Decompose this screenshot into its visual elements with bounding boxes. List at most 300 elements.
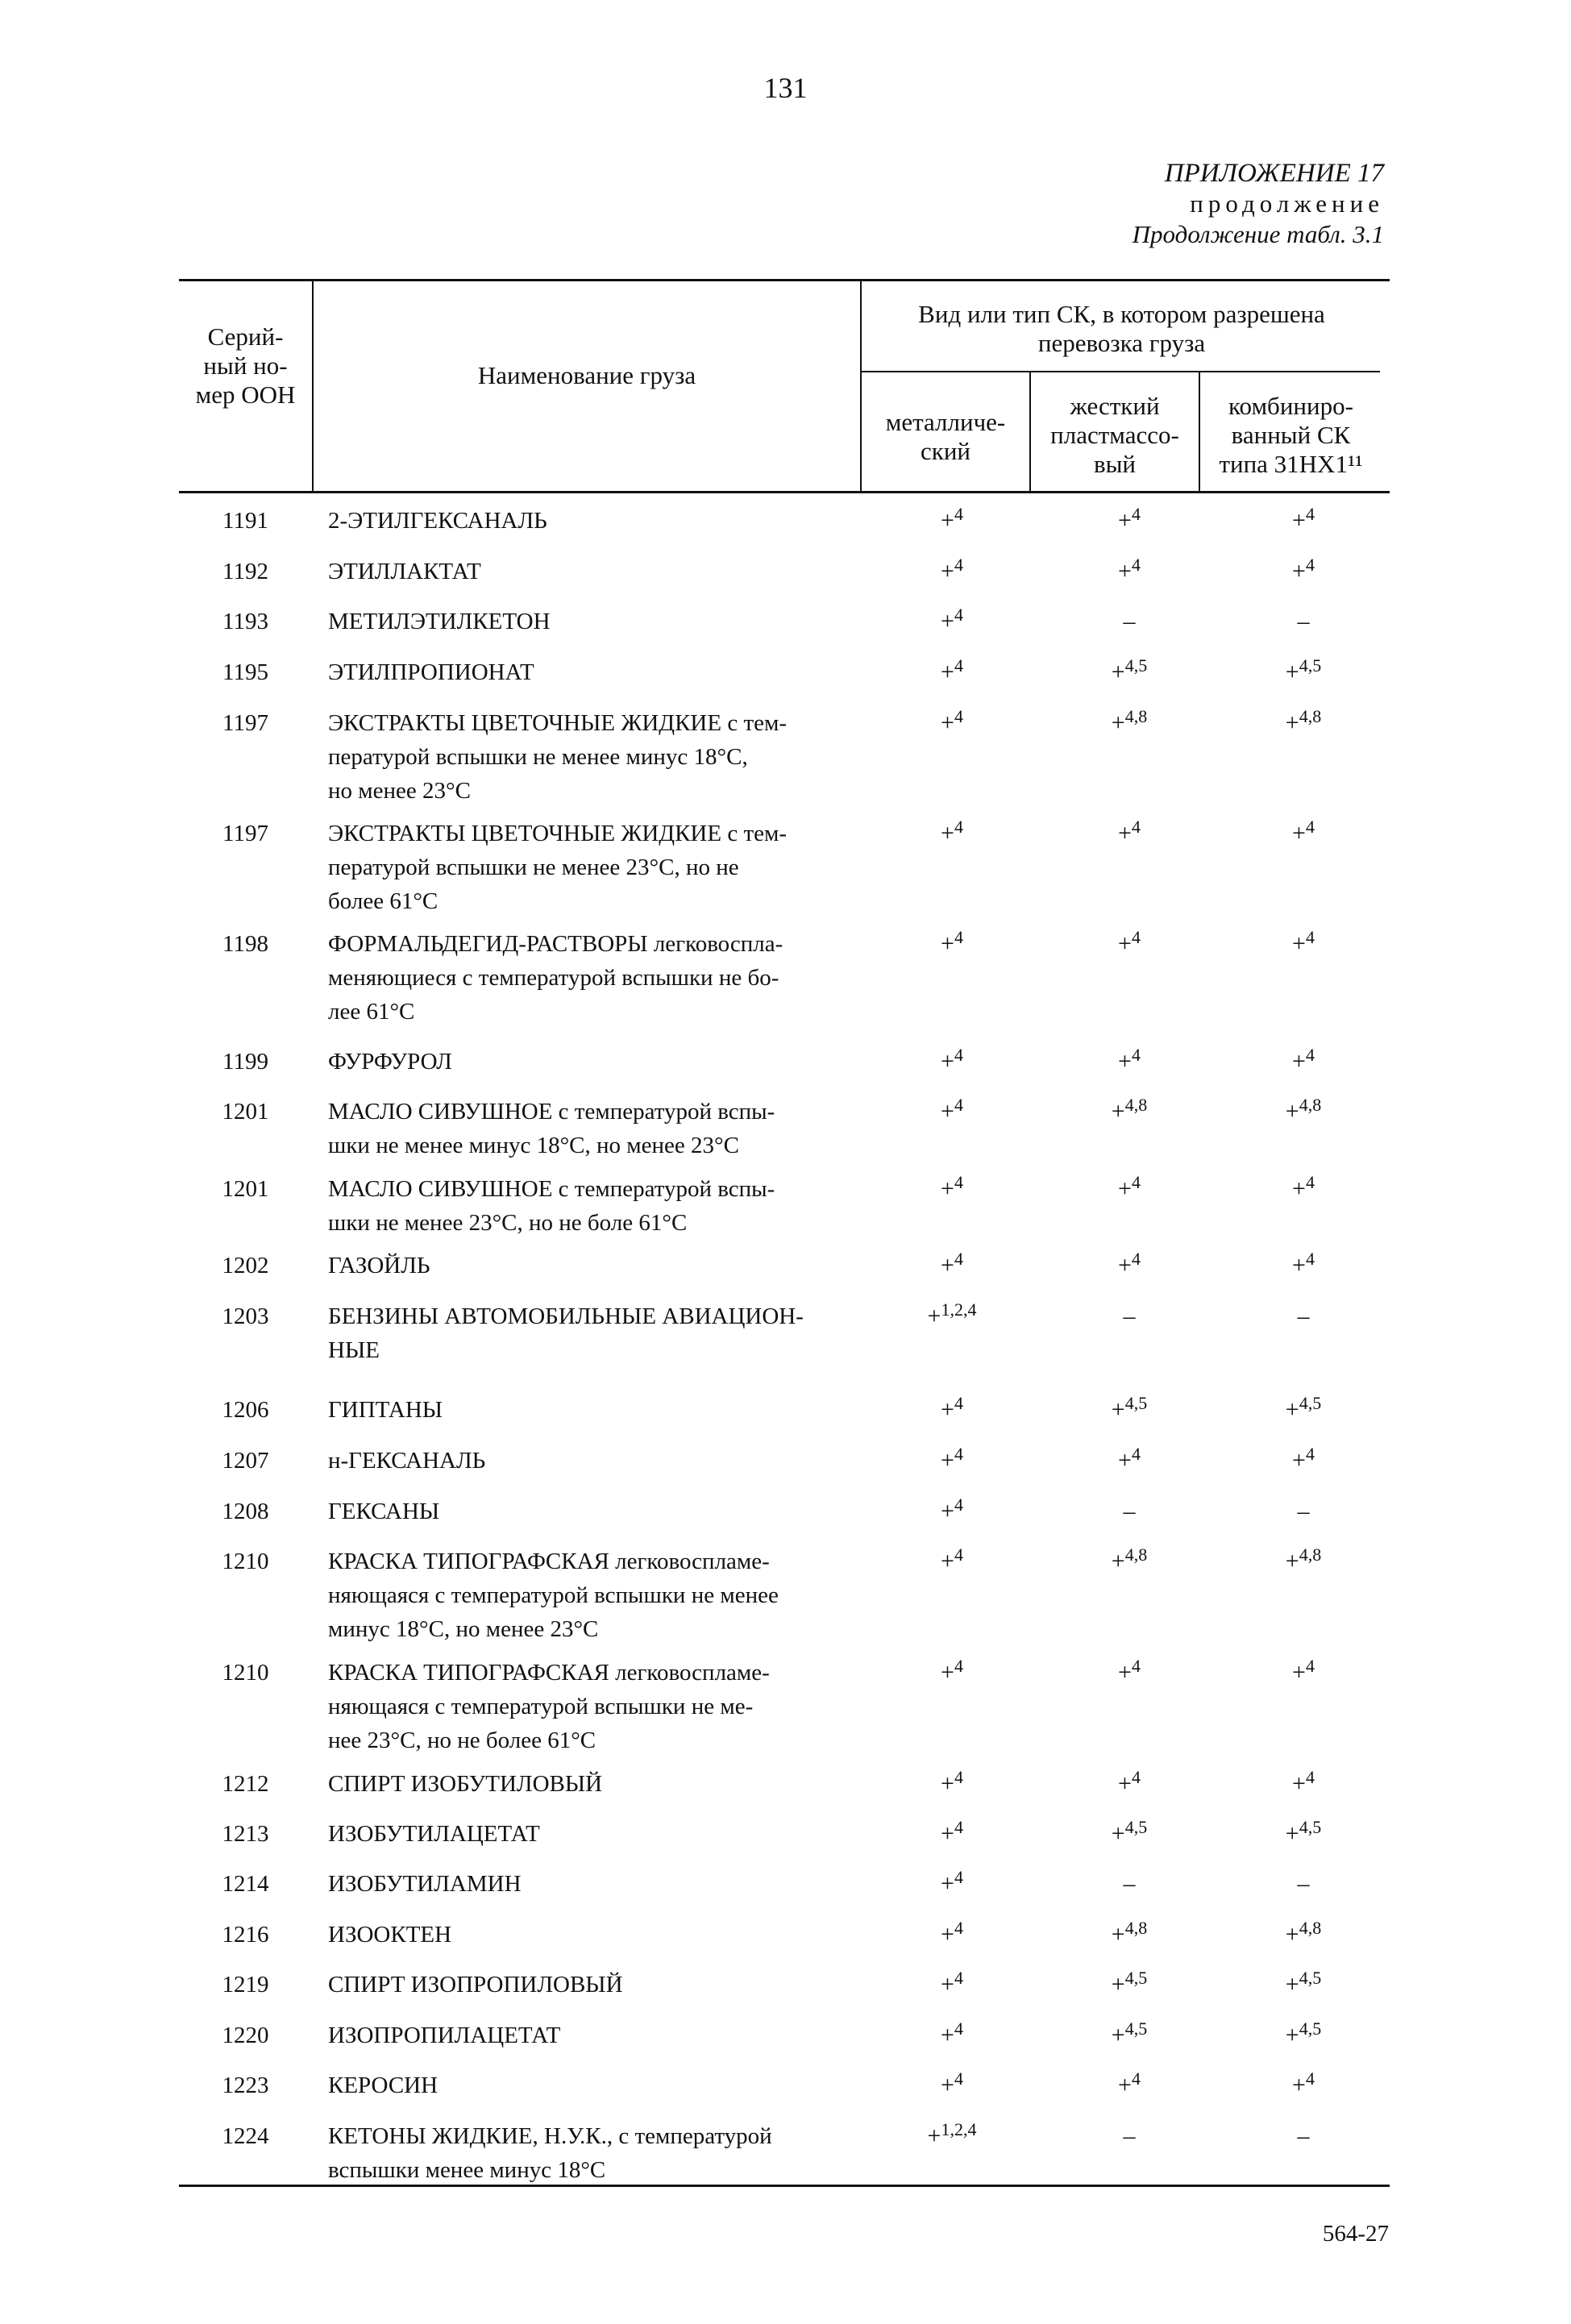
combined-mark [1215, 1767, 1392, 1801]
cargo-name-line: ЭКСТРАКТЫ ЦВЕТОЧНЫЕ ЖИДКИЕ с тем- [328, 710, 788, 736]
mark-superscript: 4,5 [1299, 1968, 1322, 1988]
table-row [179, 1045, 1392, 1079]
mark-superscript: 4 [954, 1495, 963, 1515]
cargo-name [312, 706, 860, 808]
cargo-name [312, 555, 860, 588]
mark-superscript: 4 [954, 927, 963, 947]
table-header-rule [179, 491, 1390, 493]
plus-mark: +$^{4,5}$ [1285, 1968, 1322, 1998]
mark-superscript: 1,2,4 [941, 1299, 977, 1320]
plus-mark: +$^4$ [941, 927, 963, 957]
combined-mark [1215, 1095, 1392, 1162]
mark-superscript: 4,8 [1299, 1918, 1322, 1938]
plus-mark: +$^{4,5}$ [1285, 1817, 1322, 1847]
cargo-name-line: СПИРТ ИЗОПРОПИЛОВЫЙ [328, 1972, 623, 1998]
mark-superscript: 4,5 [1299, 2018, 1322, 2039]
cargo-name [312, 1767, 860, 1801]
plastic-mark [1044, 1249, 1215, 1283]
table-row [179, 1249, 1392, 1283]
plus-mark: +$^4$ [1118, 1045, 1141, 1075]
dash-mark: – [1123, 608, 1136, 634]
cargo-name [312, 1918, 860, 1952]
mark-superscript: 4,5 [1299, 1393, 1322, 1413]
combined-mark [1215, 1299, 1392, 1367]
combined-mark [1215, 1817, 1392, 1851]
metal-mark [860, 817, 1044, 918]
table-row [179, 2018, 1392, 2052]
metal-mark [860, 2068, 1044, 2102]
mark-superscript: 1,2,4 [941, 2119, 977, 2139]
cargo-name [312, 817, 860, 918]
un-number: 1220 [222, 2023, 269, 2048]
un-number: 1219 [222, 1972, 269, 1998]
plus-mark: +$^4$ [1118, 1767, 1141, 1797]
mark-superscript: 4 [1305, 504, 1315, 524]
mark-superscript: 4 [1131, 1656, 1141, 1676]
metal-mark [860, 1444, 1044, 1478]
table-top-rule [179, 279, 1390, 281]
plus-mark: +$^4$ [1292, 2068, 1315, 2098]
combined-mark [1215, 2018, 1392, 2052]
plus-mark: +$^{4,5}$ [1111, 1968, 1148, 1998]
plus-mark: +$^4$ [1118, 2068, 1141, 2098]
header-group-rule [860, 371, 1380, 372]
table-row [179, 1095, 1392, 1162]
header-combined: комбиниро- ванный СК типа 31НХ1¹¹ [1219, 392, 1363, 478]
combined-mark [1215, 2068, 1392, 2102]
cargo-name-line: няющаяся с температурой вспышки не менее [328, 1582, 779, 1608]
mark-superscript: 4 [1131, 1172, 1141, 1192]
un-number: 1210 [222, 1660, 269, 1686]
cargo-name-line: меняющиеся с температурой вспышки не бо- [328, 965, 779, 991]
metal-mark [860, 555, 1044, 588]
table-row [179, 817, 1392, 918]
plus-mark: +$^4$ [941, 1817, 963, 1847]
cargo-name-line: ГЕКСАНЫ [328, 1499, 440, 1524]
cargo-name [312, 1867, 860, 1901]
mark-superscript: 4 [954, 1656, 963, 1676]
un-number: 1207 [222, 1448, 269, 1474]
plus-mark: +$^4$ [1292, 504, 1315, 534]
mark-superscript: 4 [954, 1767, 963, 1787]
table-row [179, 1172, 1392, 1240]
metal-mark [860, 1393, 1044, 1427]
cargo-name [312, 1444, 860, 1478]
table-row [179, 655, 1392, 689]
plastic-mark [1044, 1299, 1215, 1367]
plastic-mark [1044, 1393, 1215, 1427]
cargo-name-line: ИЗОПРОПИЛАЦЕТАТ [328, 2023, 561, 2048]
cargo-name [312, 1045, 860, 1079]
plus-mark: +$^{4,8}$ [1285, 1095, 1322, 1125]
plus-mark: +$^4$ [941, 1867, 963, 1897]
combined-mark [1215, 1968, 1392, 2002]
mark-superscript: 4,8 [1124, 1918, 1148, 1938]
plus-mark: +$^4$ [1118, 1249, 1141, 1278]
metal-mark [860, 1918, 1044, 1952]
mark-superscript: 4 [1131, 927, 1141, 947]
plastic-mark [1044, 817, 1215, 918]
plastic-mark [1044, 1817, 1215, 1851]
metal-mark [860, 1867, 1044, 1901]
cargo-name-line: МЕТИЛЭТИЛКЕТОН [328, 609, 551, 634]
plastic-mark [1044, 1045, 1215, 1079]
plus-mark: +$^4$ [941, 817, 963, 846]
plus-mark: +$^4$ [1292, 1767, 1315, 1797]
cargo-name-line: ФУРФУРОЛ [328, 1049, 452, 1075]
mark-superscript: 4 [1305, 1444, 1315, 1464]
un-number: 1216 [222, 1922, 269, 1948]
cargo-name-line: ЭКСТРАКТЫ ЦВЕТОЧНЫЕ ЖИДКИЕ с тем- [328, 821, 788, 846]
mark-superscript: 4 [1131, 504, 1141, 524]
metal-mark [860, 2018, 1044, 2052]
un-number: 1201 [222, 1099, 269, 1125]
un-number: 1214 [222, 1871, 269, 1897]
mark-superscript: 4,8 [1124, 1095, 1148, 1115]
plastic-mark [1044, 2119, 1215, 2187]
plus-mark: +$^4$ [941, 555, 963, 584]
plus-mark: +$^4$ [941, 1544, 963, 1574]
combined-mark [1215, 555, 1392, 588]
header-un-number: Серий- ный но- мер ООН [195, 322, 296, 409]
cargo-name-line: ИЗОБУТИЛАЦЕТАТ [328, 1821, 540, 1847]
un-number: 1202 [222, 1253, 269, 1278]
metal-mark [860, 1172, 1044, 1240]
dash-mark: – [1297, 608, 1310, 634]
cargo-name [312, 927, 860, 1029]
table-row [179, 1817, 1392, 1851]
mark-superscript: 4 [1305, 1045, 1315, 1065]
plus-mark: +$^4$ [941, 1172, 963, 1202]
plus-mark: +$^4$ [941, 1656, 963, 1686]
un-number: 1201 [222, 1176, 269, 1202]
combined-mark [1215, 706, 1392, 808]
plastic-mark [1044, 2068, 1215, 2102]
mark-superscript: 4,8 [1124, 1544, 1148, 1565]
mark-superscript: 4 [954, 1817, 963, 1837]
cargo-name-line: КРАСКА ТИПОГРАФСКАЯ легковоспламе- [328, 1549, 770, 1574]
mark-superscript: 4 [954, 1095, 963, 1115]
un-number: 1193 [222, 609, 268, 634]
plus-mark: +$^4$ [941, 1045, 963, 1075]
mark-superscript: 4 [954, 1393, 963, 1413]
table-row [179, 706, 1392, 808]
cargo-name-line: ИЗООКТЕН [328, 1922, 452, 1948]
plastic-mark [1044, 1918, 1215, 1952]
plus-mark: +$^4$ [941, 2018, 963, 2048]
mark-superscript: 4 [1305, 927, 1315, 947]
metal-mark [860, 927, 1044, 1029]
un-number: 1199 [222, 1049, 268, 1075]
metal-mark [860, 1544, 1044, 1646]
plus-mark: +$^{1,2,4}$ [927, 2119, 977, 2149]
cargo-name [312, 504, 860, 538]
mark-superscript: 4,8 [1299, 706, 1322, 726]
appendix-title: ПРИЛОЖЕНИЕ 17 [1164, 159, 1384, 188]
mark-superscript: 4,8 [1124, 706, 1148, 726]
appendix-continuation: продолжение [1190, 189, 1384, 218]
cargo-name-line: пературой вспышки не менее минус 18°С, [328, 744, 748, 770]
mark-superscript: 4 [954, 1172, 963, 1192]
cargo-name-line: ЭТИЛЛАКТАТ [328, 559, 481, 584]
mark-superscript: 4 [954, 504, 963, 524]
plus-mark: +$^{4,8}$ [1111, 1918, 1148, 1948]
plus-mark: +$^4$ [1118, 1444, 1141, 1474]
plus-mark: +$^4$ [1118, 817, 1141, 846]
cargo-name [312, 1544, 860, 1646]
plastic-mark [1044, 1656, 1215, 1757]
metal-mark [860, 655, 1044, 689]
cargo-name [312, 1249, 860, 1283]
plus-mark: +$^{4,5}$ [1111, 2018, 1148, 2048]
un-number: 1224 [222, 2123, 269, 2149]
plus-mark: +$^4$ [941, 605, 963, 634]
cargo-name [312, 1172, 860, 1240]
mark-superscript: 4 [954, 1968, 963, 1988]
mark-superscript: 4,8 [1299, 1544, 1322, 1565]
cargo-name-line: КЕТОНЫ ЖИДКИЕ, Н.У.К., с температурой [328, 2123, 772, 2149]
cargo-name-line: няющаяся с температурой вспышки не ме- [328, 1694, 754, 1719]
mark-superscript: 4,5 [1124, 2018, 1148, 2039]
combined-mark [1215, 1172, 1392, 1240]
mark-superscript: 4 [1305, 555, 1315, 575]
mark-superscript: 4 [954, 655, 963, 676]
plastic-mark [1044, 706, 1215, 808]
mark-superscript: 4 [954, 605, 963, 625]
cargo-name-line: н-ГЕКСАНАЛЬ [328, 1448, 486, 1474]
plus-mark: +$^4$ [941, 1095, 963, 1125]
cargo-name-line: ЭТИЛПРОПИОНАТ [328, 659, 534, 685]
cargo-name [312, 2119, 860, 2187]
dash-mark: – [1297, 1870, 1310, 1897]
cargo-name-line: нее 23°С, но не более 61°С [328, 1727, 596, 1753]
metal-mark [860, 1656, 1044, 1757]
mark-superscript: 4,5 [1124, 1968, 1148, 1988]
cargo-name-line: ИЗОБУТИЛАМИН [328, 1871, 522, 1897]
combined-mark [1215, 817, 1392, 918]
plus-mark: +$^{4,5}$ [1285, 2018, 1322, 2048]
dash-mark: – [1123, 1870, 1136, 1897]
plus-mark: +$^4$ [1292, 1656, 1315, 1686]
combined-mark [1215, 1544, 1392, 1646]
un-number: 1223 [222, 2072, 269, 2098]
plus-mark: +$^4$ [941, 1918, 963, 1948]
plus-mark: +$^4$ [1118, 504, 1141, 534]
plus-mark: +$^4$ [1118, 555, 1141, 584]
cargo-name [312, 1393, 860, 1427]
cargo-name-line: СПИРТ ИЗОБУТИЛОВЫЙ [328, 1771, 603, 1797]
mark-superscript: 4 [1305, 1767, 1315, 1787]
cargo-name-line: 2-ЭТИЛГЕКСАНАЛЬ [328, 508, 547, 534]
header-metal: металличе- ский [885, 408, 1006, 465]
mark-superscript: 4,5 [1299, 655, 1322, 676]
mark-superscript: 4 [954, 1444, 963, 1464]
page-number: 131 [763, 72, 808, 104]
dash-mark: – [1123, 2122, 1136, 2149]
table-row [179, 1544, 1392, 1646]
combined-mark [1215, 1867, 1392, 1901]
mark-superscript: 4 [1131, 817, 1141, 837]
plus-mark: +$^{4,5}$ [1111, 1393, 1148, 1423]
plus-mark: +$^{1,2,4}$ [927, 1299, 977, 1329]
combined-mark [1215, 1656, 1392, 1757]
plastic-mark [1044, 555, 1215, 588]
cargo-name-line: МАСЛО СИВУШНОЕ с температурой вспы- [328, 1176, 775, 1202]
metal-mark [860, 605, 1044, 638]
plastic-mark [1044, 927, 1215, 1029]
metal-mark [860, 2119, 1044, 2187]
plus-mark: +$^4$ [1292, 1045, 1315, 1075]
table-row [179, 605, 1392, 638]
table-row [179, 2119, 1392, 2187]
cargo-name-line: более 61°С [328, 888, 438, 914]
cargo-name-line: КРАСКА ТИПОГРАФСКАЯ легковоспламе- [328, 1660, 770, 1686]
mark-superscript: 4 [1305, 817, 1315, 837]
un-number: 1213 [222, 1821, 269, 1847]
footer-code: 564-27 [1322, 2221, 1389, 2247]
plastic-mark [1044, 1095, 1215, 1162]
un-number: 1197 [222, 821, 268, 846]
dash-mark: – [1297, 1498, 1310, 1524]
metal-mark [860, 706, 1044, 808]
un-number: 1206 [222, 1397, 269, 1423]
combined-mark [1215, 1444, 1392, 1478]
dash-mark: – [1297, 2122, 1310, 2149]
plus-mark: +$^{4,5}$ [1111, 655, 1148, 685]
dash-mark: – [1123, 1498, 1136, 1524]
mark-superscript: 4,5 [1124, 1393, 1148, 1413]
cargo-name [312, 1495, 860, 1528]
combined-mark [1215, 504, 1392, 538]
cargo-name [312, 1299, 860, 1367]
combined-mark [1215, 605, 1392, 638]
cargo-name [312, 605, 860, 638]
plastic-mark [1044, 1495, 1215, 1528]
mark-superscript: 4,8 [1299, 1095, 1322, 1115]
plus-mark: +$^{4,5}$ [1111, 1817, 1148, 1847]
cargo-name-line: шки не менее 23°С, но не боле 61°С [328, 1210, 688, 1236]
table-row [179, 1393, 1392, 1427]
mark-superscript: 4,5 [1124, 655, 1148, 676]
metal-mark [860, 1767, 1044, 1801]
plastic-mark [1044, 1767, 1215, 1801]
plus-mark: +$^{4,8}$ [1285, 1918, 1322, 1948]
cargo-name-line: БЕНЗИНЫ АВТОМОБИЛЬНЫЕ АВИАЦИОН- [328, 1303, 804, 1329]
dash-mark: – [1297, 1303, 1310, 1329]
un-number: 1191 [222, 508, 268, 534]
metal-mark [860, 1095, 1044, 1162]
un-number: 1192 [222, 559, 268, 584]
plus-mark: +$^4$ [941, 1495, 963, 1524]
combined-mark [1215, 1393, 1392, 1427]
plus-mark: +$^4$ [941, 2068, 963, 2098]
mark-superscript: 4 [954, 1867, 963, 1887]
metal-mark [860, 1299, 1044, 1367]
combined-mark [1215, 1918, 1392, 1952]
plus-mark: +$^{4,8}$ [1285, 1544, 1322, 1574]
mark-superscript: 4 [954, 1544, 963, 1565]
un-number: 1198 [222, 931, 268, 957]
cargo-name [312, 1095, 860, 1162]
table-row [179, 1656, 1392, 1757]
metal-mark [860, 1249, 1044, 1283]
mark-superscript: 4 [954, 1249, 963, 1269]
combined-mark [1215, 1249, 1392, 1283]
plus-mark: +$^4$ [941, 1444, 963, 1474]
plus-mark: +$^{4,8}$ [1111, 1544, 1148, 1574]
metal-mark [860, 1968, 1044, 2002]
un-number: 1212 [222, 1771, 269, 1797]
cargo-name [312, 2018, 860, 2052]
plastic-mark [1044, 1172, 1215, 1240]
plus-mark: +$^4$ [941, 655, 963, 685]
mark-superscript: 4,5 [1299, 1817, 1322, 1837]
cargo-name-line: ФОРМАЛЬДЕГИД-РАСТВОРЫ легковоспла- [328, 931, 783, 957]
cargo-name [312, 1817, 860, 1851]
plus-mark: +$^4$ [941, 706, 963, 736]
mark-superscript: 4 [1131, 555, 1141, 575]
mark-superscript: 4 [1305, 1656, 1315, 1676]
dash-mark: – [1123, 1303, 1136, 1329]
cargo-name [312, 1656, 860, 1757]
mark-superscript: 4 [1131, 1444, 1141, 1464]
header-plastic: жесткий пластмассо- вый [1050, 392, 1179, 478]
table-row [179, 2068, 1392, 2102]
combined-mark [1215, 927, 1392, 1029]
plus-mark: +$^{4,5}$ [1285, 655, 1322, 685]
mark-superscript: 4 [954, 2068, 963, 2089]
mark-superscript: 4 [954, 706, 963, 726]
table-row [179, 1968, 1392, 2002]
metal-mark [860, 1045, 1044, 1079]
combined-mark [1215, 1495, 1392, 1528]
plus-mark: +$^4$ [1292, 817, 1315, 846]
metal-mark [860, 1817, 1044, 1851]
un-number: 1195 [222, 659, 268, 685]
plus-mark: +$^4$ [1292, 555, 1315, 584]
cargo-name-line: но менее 23°С [328, 778, 471, 804]
mark-superscript: 4 [1305, 2068, 1315, 2089]
plastic-mark [1044, 1867, 1215, 1901]
cargo-name-line: ГИПТАНЫ [328, 1397, 443, 1423]
cargo-name-line: вспышки менее минус 18°С [328, 2157, 606, 2183]
mark-superscript: 4 [954, 817, 963, 837]
plus-mark: +$^{4,8}$ [1111, 706, 1148, 736]
cargo-name-line: минус 18°С, но менее 23°С [328, 1616, 599, 1642]
table-row [179, 1867, 1392, 1901]
plus-mark: +$^{4,8}$ [1111, 1095, 1148, 1125]
un-number: 1208 [222, 1499, 269, 1524]
mark-superscript: 4 [1131, 1045, 1141, 1065]
table-row [179, 1495, 1392, 1528]
mark-superscript: 4,5 [1124, 1817, 1148, 1837]
mark-superscript: 4 [954, 2018, 963, 2039]
header-container-type: Вид или тип СК, в котором разрешена перевозка груза [918, 300, 1325, 357]
plastic-mark [1044, 2018, 1215, 2052]
plus-mark: +$^4$ [941, 1249, 963, 1278]
mark-superscript: 4 [1131, 2068, 1141, 2089]
plastic-mark [1044, 655, 1215, 689]
mark-superscript: 4 [954, 1918, 963, 1938]
plus-mark: +$^4$ [1292, 1444, 1315, 1474]
cargo-name [312, 2068, 860, 2102]
plus-mark: +$^4$ [941, 504, 963, 534]
cargo-name-line: ГАЗОЙЛЬ [328, 1253, 430, 1278]
mark-superscript: 4 [1131, 1767, 1141, 1787]
plus-mark: +$^4$ [1292, 927, 1315, 957]
plus-mark: +$^{4,8}$ [1285, 706, 1322, 736]
plastic-mark [1044, 504, 1215, 538]
